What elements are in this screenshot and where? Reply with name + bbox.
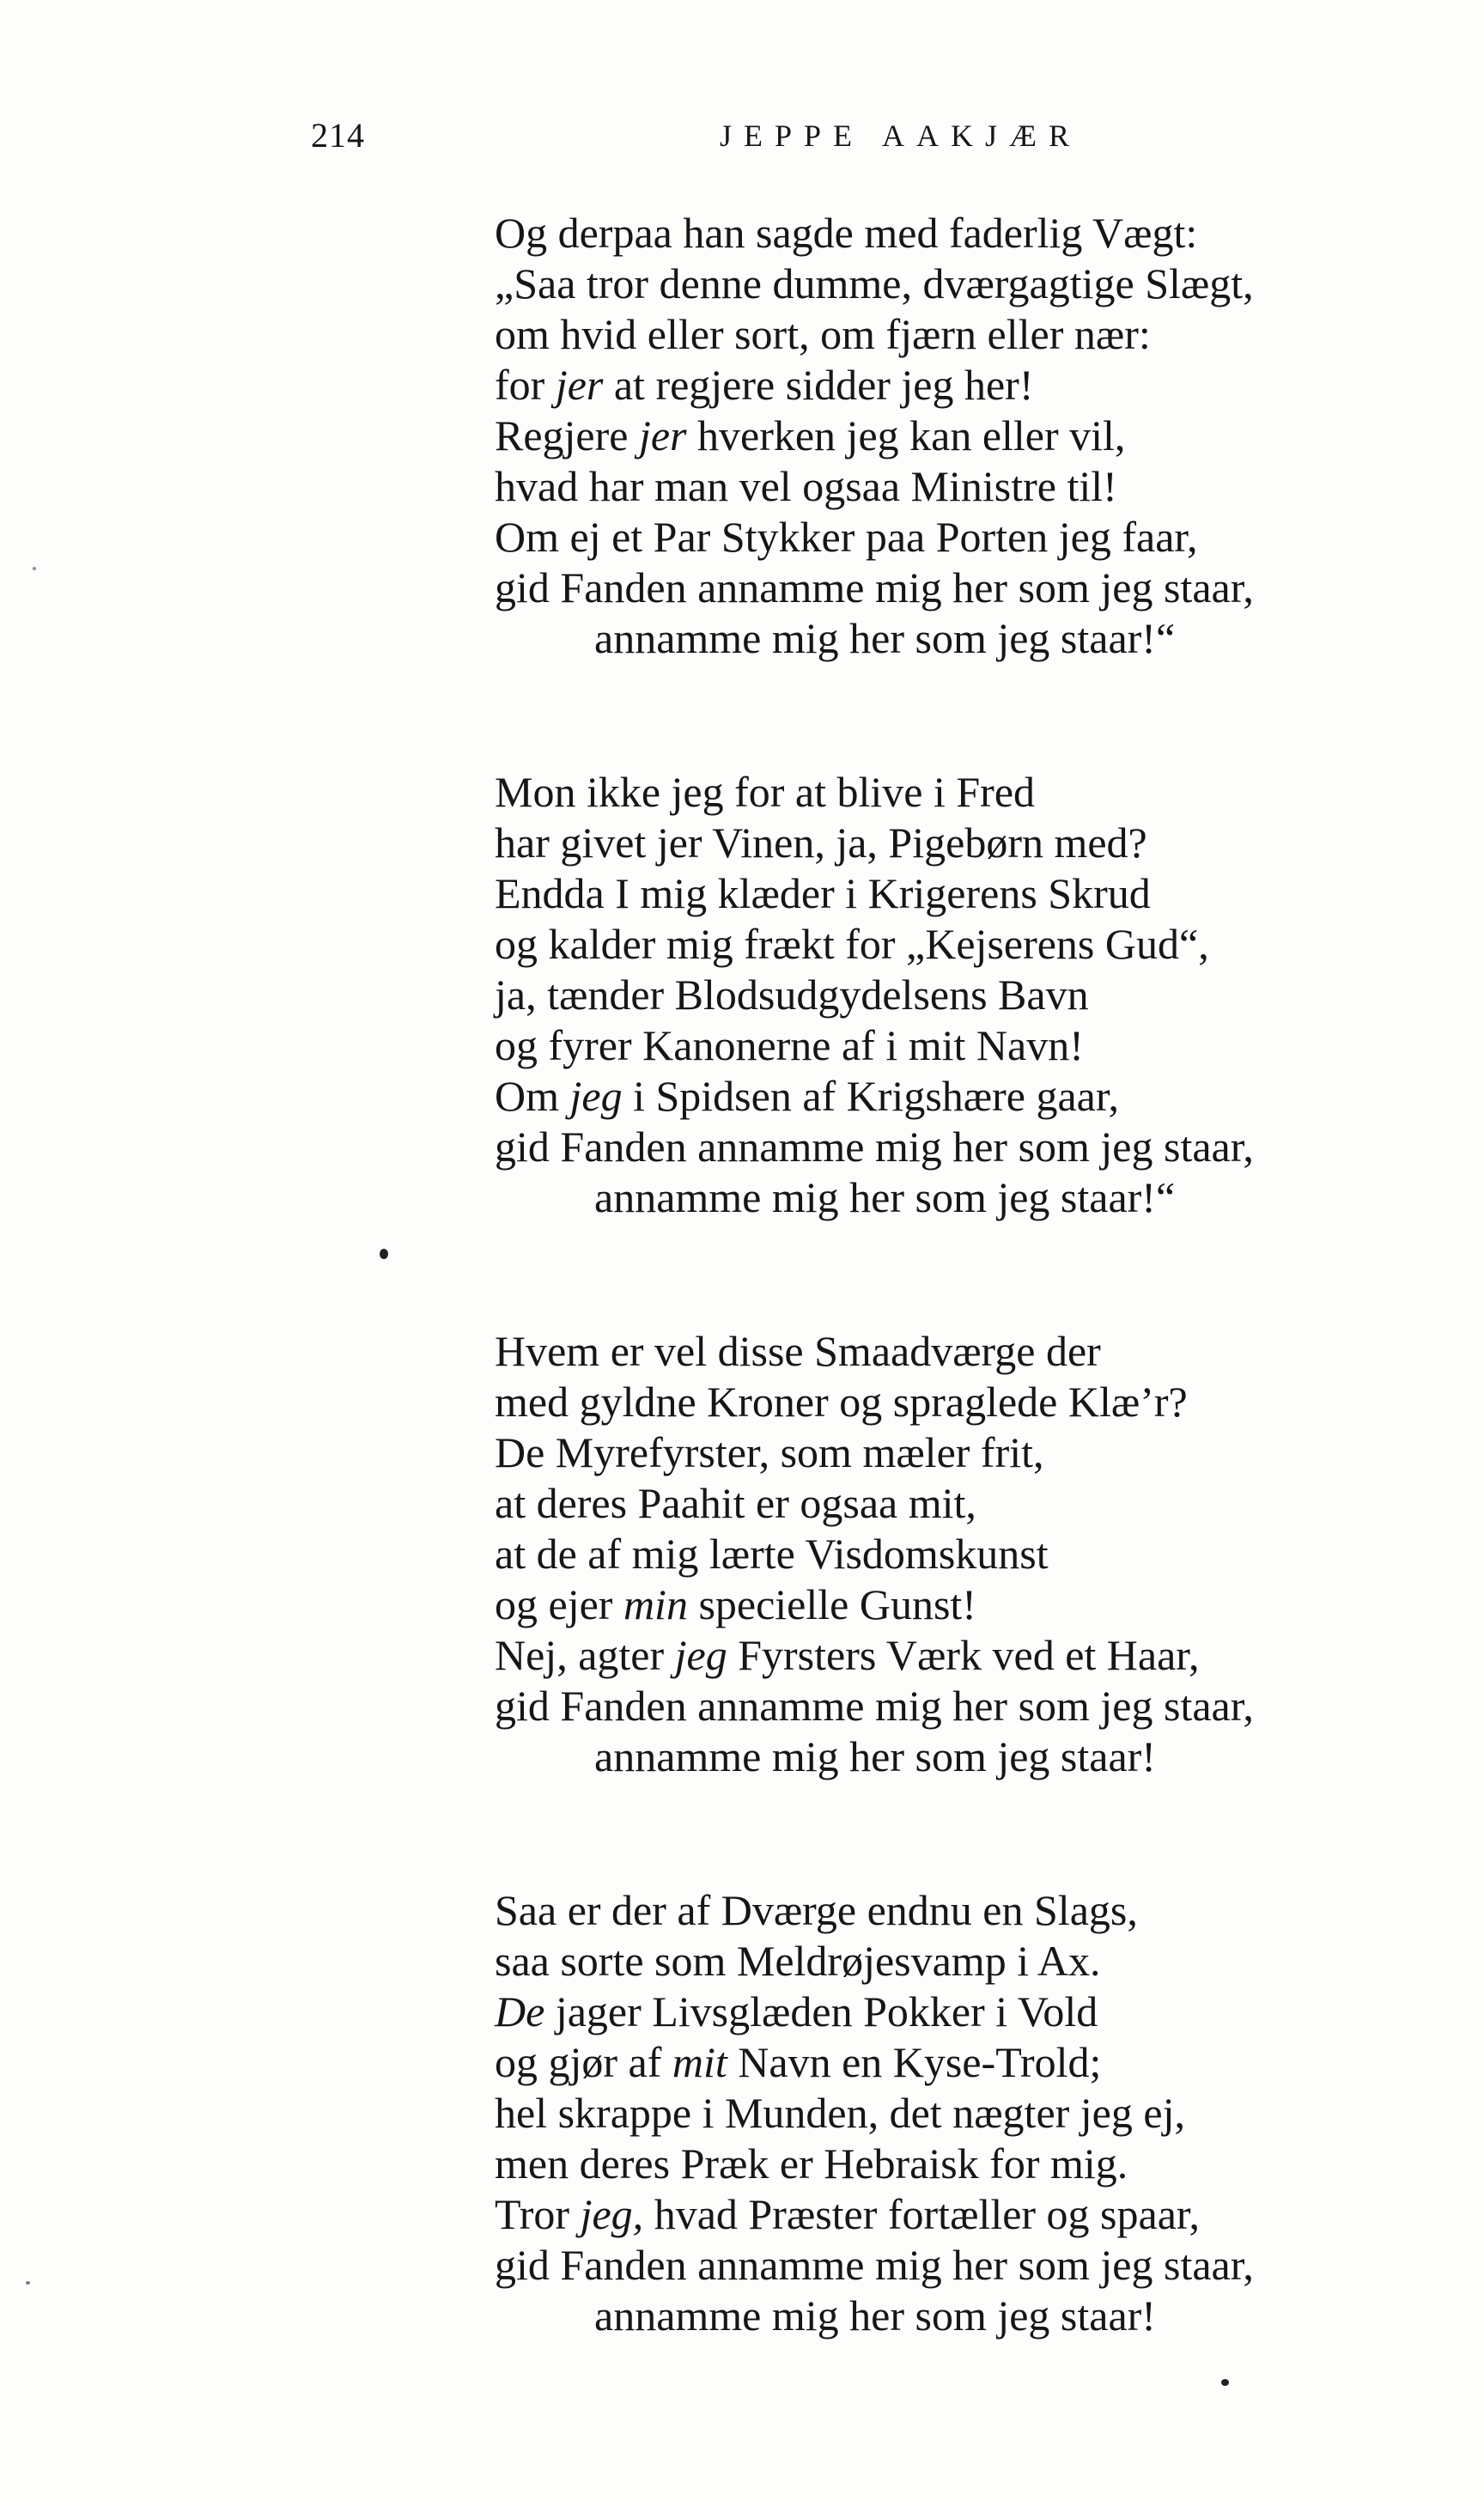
verse-text: Tror (495, 2190, 581, 2238)
verse-text: at regjere sidder jeg her! (603, 361, 1034, 409)
verse-line: „Saa tror denne dumme, dværgagtige Slægt, (495, 259, 1254, 307)
verse-line (495, 411, 1439, 461)
verse-text: Nej, agter (495, 1631, 675, 1679)
emphasized-word: jeg, (580, 2190, 644, 2238)
verse-text: jager Livsglæden Pokker i Vold (544, 1987, 1098, 2035)
verse-text: Om (495, 1072, 570, 1120)
verse-line: og fyrer Kanonerne af i mit Navn! (495, 1021, 1084, 1069)
print-speck (1221, 2379, 1229, 2386)
emphasized-word: jeg (569, 1072, 623, 1120)
emphasized-word: jer (638, 411, 687, 459)
verse-text: og ejer (495, 1580, 623, 1628)
verse-line: Hvem er vel disse Smaadværge der (495, 1327, 1101, 1375)
stanza-1 (495, 208, 1439, 664)
verse-line (495, 2189, 1439, 2240)
page-number: 214 (311, 116, 365, 155)
verse-line (495, 1579, 1439, 1630)
verse-line: hvad har man vel ogsaa Ministre til! (495, 462, 1117, 510)
verse-line: Endda I mig klæder i Krigerens Skrud (495, 869, 1151, 917)
verse-text: hvad Præster fortæller og spaar, (643, 2190, 1201, 2238)
verse-line: har givet jer Vinen, ja, Pigebørn med? (495, 818, 1147, 867)
stanza-2 (495, 767, 1439, 1223)
emphasized-word: min (623, 1580, 688, 1628)
verse-line (495, 1987, 1439, 2037)
verse-line: gid Fanden annamme mig her som jeg staar, (495, 1123, 1254, 1171)
emphasized-word: mit (672, 2038, 727, 2086)
verse-line: hel skrappe i Munden, det nægter jeg ej, (495, 2089, 1185, 2137)
verse-line: men deres Præk er Hebraisk for mig. (495, 2139, 1128, 2188)
verse-text: Regjere (495, 411, 639, 459)
verse-line: De Myrefyrster, som mæler frit, (495, 1428, 1044, 1476)
verse-text: hverken jeg kan eller vil, (686, 411, 1126, 459)
verse-text: Fyrsters Værk ved et Haar, (727, 1631, 1200, 1679)
emphasized-word: jer (555, 361, 604, 409)
stanza-4 (495, 1885, 1439, 2341)
verse-line: Mon ikke jeg for at blive i Fred (495, 768, 1036, 816)
verse-line: Saa er der af Dværge endnu en Slags, (495, 1886, 1138, 1934)
print-speck (26, 2281, 30, 2285)
page-header (0, 110, 1484, 161)
verse-text: specielle Gunst! (687, 1580, 976, 1628)
stanza-3 (495, 1326, 1439, 1782)
verse-line: med gyldne Kroner og spraglede Klæ’r? (495, 1378, 1188, 1426)
verse-line (495, 1071, 1439, 1122)
print-speck (380, 1249, 388, 1259)
verse-line: om hvid eller sort, om fjærn eller nær: (495, 310, 1151, 358)
verse-text: for (495, 361, 556, 409)
verse-line: at deres Paahit er ogsaa mit, (495, 1479, 976, 1527)
poem (495, 208, 1439, 2341)
refrain-line: annamme mig her som jeg staar!“ (594, 1173, 1176, 1221)
verse-text: i Spidsen af Krigshære gaar, (622, 1072, 1120, 1120)
emphasized-word: De (495, 1987, 545, 2035)
verse-line: saa sorte som Meldrøjesvamp i Ax. (495, 1937, 1101, 1985)
refrain-line: annamme mig her som jeg staar! (594, 1732, 1156, 1780)
emphasized-word: jeg (674, 1631, 727, 1679)
verse-line: Om ej et Par Stykker paa Porten jeg faar, (495, 513, 1198, 561)
verse-line (495, 1630, 1439, 1681)
verse-line (495, 360, 1439, 411)
verse-line (495, 2037, 1439, 2088)
verse-line: og kalder mig frækt for „Kejserens Gud“, (495, 920, 1209, 968)
running-head: JEPPE AAKJÆR (720, 119, 1082, 153)
verse-line: gid Fanden annamme mig her som jeg staar, (495, 1682, 1254, 1730)
verse-line: ja, tænder Blodsudgydelsens Bavn (495, 971, 1089, 1019)
verse-line: at de af mig lærte Visdomskunst (495, 1530, 1049, 1578)
verse-line: Og derpaa han sagde med faderlig Vægt: (495, 209, 1198, 257)
verse-text: Navn en Kyse-Trold; (727, 2038, 1102, 2086)
verse-line: gid Fanden annamme mig her som jeg staar, (495, 563, 1254, 612)
print-speck (33, 567, 36, 570)
verse-line: gid Fanden annamme mig her som jeg staar, (495, 2241, 1254, 2289)
verse-text: og gjør af (495, 2038, 672, 2086)
refrain-line: annamme mig her som jeg staar!“ (594, 614, 1176, 662)
refrain-line: annamme mig her som jeg staar! (594, 2291, 1156, 2340)
